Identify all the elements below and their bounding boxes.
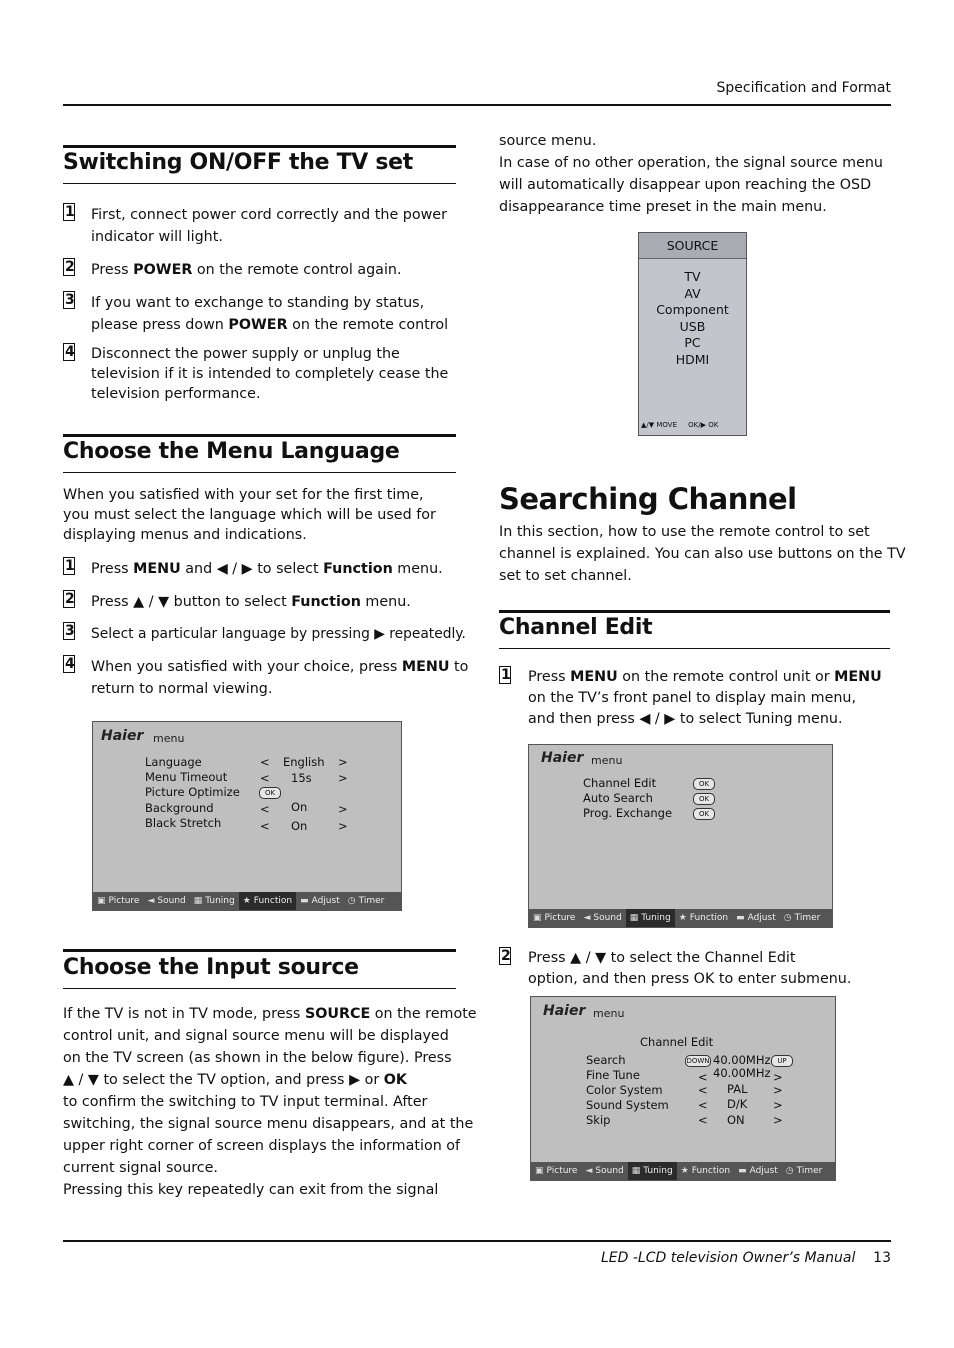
step-text: Select a particular language by pressing ▶ repeatedly. [91, 626, 466, 642]
haier-logo: Haier [101, 728, 144, 744]
menu-label: menu [593, 1007, 625, 1020]
osd-function-menu [92, 721, 402, 911]
grid-icon: ▦ [629, 913, 639, 923]
osd-row-label: Menu Timeout [145, 770, 228, 784]
section-bottom-rule [63, 472, 456, 473]
source-continued: source menu. In case of no other operation, the signal source menu will automatically disappear upon reaching the OSD disappearance time preset in the main menu. [499, 133, 883, 215]
osd-tuning-menu [528, 744, 833, 928]
picture-icon: ▣ [535, 1166, 544, 1176]
step-text: Press MENU on the remote control unit or MENU on the TV’s front panel to display main menu, and then press ◀ / ▶ to select Tuning menu. [528, 669, 882, 727]
step-number: 4 [65, 344, 75, 360]
arrow-up-icon: ▲ [63, 1072, 74, 1088]
arrow-right-icon: ▶ [664, 711, 676, 727]
osd-row-label: Sound System [586, 1098, 669, 1112]
clock-icon: ◷ [783, 913, 792, 923]
section-top-rule [499, 610, 890, 613]
osd-tab-bar [529, 909, 832, 927]
step-text: Press ▲ / ▼ button to select Function menu. [91, 594, 411, 610]
osd-channel-edit-menu [530, 996, 836, 1181]
arrow-down-icon: ▼ [87, 1072, 99, 1088]
osd-row-value: On [291, 819, 308, 833]
osd-row-value: 40.00MHz [713, 1053, 771, 1067]
source-item: Component [656, 302, 729, 317]
clock-icon: ◷ [785, 1166, 794, 1176]
osd-arrow-right: > [773, 1098, 783, 1112]
input-paragraph: If the TV is not in TV mode, press SOURCE on the remote control unit, and signal source menu will be displayed on the TV screen (as shown in the below figure). Press ▲ / ▼ to select the TV option, and press ▶ or OK to confirm the switching to TV input terminal. After switching, the signal source menu disappears, and at the upper right corner of screen displays the information of current signal source. Pressing this key repeatedly can exit from the signal [63, 1006, 477, 1198]
right-icon: /▶ [698, 421, 706, 429]
star-icon: ★ [680, 1166, 689, 1176]
grid-icon: ▦ [631, 1166, 641, 1176]
up-down-icon: ▲/▼ [641, 421, 655, 429]
page-number: 13 [873, 1250, 891, 1266]
section-bottom-rule [63, 988, 456, 989]
source-item: HDMI [675, 351, 710, 367]
arrow-right-icon: ▶ [374, 626, 385, 642]
osd-row-label: Color System [586, 1083, 663, 1097]
picture-icon: ▣ [97, 896, 106, 906]
section-title-language: Choose the Menu Language [63, 439, 400, 464]
language-intro: When you satisfied with your set for the first time, you must select the language which will be used for displaying menus and indications. [63, 487, 436, 543]
source-list [639, 269, 746, 368]
osd-arrow-left: < [698, 1083, 708, 1097]
step-number: 1 [65, 558, 75, 574]
star-icon: ★ [678, 913, 687, 923]
ok-badge: OK [259, 787, 281, 799]
section-bottom-rule [499, 648, 890, 649]
osd-arrow-left: < [260, 755, 270, 769]
osd-arrow-left: < [698, 1070, 708, 1084]
header-rule [63, 104, 891, 106]
tab-sound: ◄ Sound [585, 1166, 624, 1176]
osd-source-menu [638, 232, 747, 436]
arrow-up-icon: ▲ [570, 950, 582, 966]
osd-row-label: Black Stretch [145, 816, 222, 830]
osd-row-label: Auto Search [583, 791, 653, 805]
footer [601, 1250, 891, 1266]
ok-badge: OK [693, 793, 715, 805]
tab-tuning: ▦ Tuning [628, 1162, 677, 1180]
tab-picture: ▣ Picture [533, 913, 576, 923]
tab-picture: ▣ Picture [535, 1166, 578, 1176]
header-title: Specification and Format [716, 80, 891, 96]
osd-tab-bar [93, 892, 401, 910]
step-text: Press MENU and ◀ / ▶ to select Function menu. [91, 561, 443, 577]
speaker-icon: ◄ [583, 913, 591, 923]
arrow-right-icon: ▶ [241, 561, 253, 577]
osd-row-label: Picture Optimize [145, 785, 240, 799]
ok-badge: OK [693, 808, 715, 820]
osd-row-label: Background [145, 801, 214, 815]
haier-logo: Haier [543, 1003, 586, 1019]
osd-arrow-left: < [698, 1098, 708, 1112]
osd-arrow-right: > [773, 1070, 783, 1084]
adjust-icon: ▬ [736, 913, 745, 923]
osd-row-label: Language [145, 755, 202, 769]
adjust-icon: ▬ [738, 1166, 747, 1176]
section-top-rule [63, 434, 456, 437]
step-number: 3 [65, 292, 75, 308]
step-number: 2 [65, 259, 75, 275]
tab-function: ★ Function [239, 892, 296, 910]
step-number: 2 [501, 948, 511, 964]
tab-tuning: ▦ Tuning [626, 909, 675, 927]
up-badge: UP [771, 1055, 793, 1067]
adjust-icon: ▬ [300, 896, 309, 906]
source-footer: ▲/▼ MOVE OK/▶ OK [641, 421, 719, 429]
tab-sound: ◄ Sound [583, 913, 622, 923]
section-top-rule [63, 145, 456, 148]
osd-arrow-left: < [260, 802, 270, 816]
step-number: 2 [65, 591, 75, 607]
osd-arrow-right: > [338, 819, 348, 833]
tab-tuning: ▦ Tuning [193, 896, 235, 906]
star-icon: ★ [242, 896, 251, 906]
step-text: Press ▲ / ▼ to select the Channel Edit option, and then press OK to enter submenu. [528, 950, 852, 987]
osd-row-value: ON [727, 1113, 745, 1127]
osd-arrow-right: > [338, 802, 348, 816]
source-item: PC [684, 335, 701, 350]
arrow-right-icon: ▶ [349, 1072, 361, 1088]
osd-row-value: English [283, 755, 325, 769]
arrow-left-icon: ◀ [639, 711, 651, 727]
step-number: 4 [65, 656, 75, 672]
tab-function: ★ Function [678, 913, 729, 923]
section-title-channel-edit: Channel Edit [499, 615, 653, 640]
osd-row-value: 15s [291, 771, 312, 785]
grid-icon: ▦ [193, 896, 203, 906]
clock-icon: ◷ [347, 896, 356, 906]
menu-label: menu [591, 754, 623, 767]
section-title-switching: Switching ON/OFF the TV set [63, 150, 413, 175]
page-title: Searching Channel [499, 482, 797, 516]
step-text: If you want to exchange to standing by status, please press down POWER on the remote control [91, 295, 449, 333]
speaker-icon: ◄ [147, 896, 155, 906]
section-bottom-rule [63, 183, 456, 184]
haier-logo: Haier [541, 750, 584, 766]
speaker-icon: ◄ [585, 1166, 593, 1176]
osd-row-value: PAL [727, 1082, 748, 1096]
section-title-input: Choose the Input source [63, 955, 359, 980]
arrow-left-icon: ◀ [216, 561, 228, 577]
tab-adjust: ▬ Adjust [736, 913, 776, 923]
osd-arrow-right: > [773, 1083, 783, 1097]
ok-badge: OK [693, 778, 715, 790]
osd-row-label: Fine Tune [586, 1068, 640, 1082]
step-text: When you satisfied with your choice, press MENU to return to normal viewing. [91, 659, 469, 697]
tab-timer: ◷ Timer [785, 1166, 823, 1176]
footer-manual: LED -LCD television Owner’s Manual [600, 1250, 856, 1266]
tab-timer: ◷ Timer [783, 913, 821, 923]
osd-tab-bar [531, 1162, 835, 1180]
osd-arrow-left: < [260, 771, 270, 785]
osd-arrow-left: < [698, 1113, 708, 1127]
osd-arrow-right: > [773, 1113, 783, 1127]
arrow-up-icon: ▲ [133, 594, 145, 610]
source-header: SOURCE [639, 233, 746, 259]
osd-row-label: Search [586, 1053, 626, 1067]
searching-intro: In this section, how to use the remote control to set channel is explained. You can also use buttons on the TV set to set channel. [499, 524, 906, 584]
section-top-rule [63, 949, 456, 952]
step-text: First, connect power cord correctly and the power indicator will light. [91, 207, 447, 245]
tab-adjust: ▬ Adjust [738, 1166, 778, 1176]
osd-row-label: Channel Edit [583, 776, 657, 790]
osd-arrow-right: > [338, 755, 348, 769]
tab-adjust: ▬ Adjust [300, 896, 340, 906]
step-number: 1 [65, 204, 75, 220]
down-badge: DOWN [686, 1057, 710, 1065]
step-text: Press POWER on the remote control again. [91, 262, 402, 278]
source-item: AV [684, 285, 701, 301]
tab-sound: ◄ Sound [147, 896, 186, 906]
osd-row-label: Skip [586, 1113, 611, 1127]
picture-icon: ▣ [533, 913, 542, 923]
step-number: 1 [501, 667, 511, 683]
source-item: TV [684, 269, 701, 284]
osd-arrow-right: > [338, 771, 348, 785]
tab-picture: ▣ Picture [97, 896, 140, 906]
osd-heading: Channel Edit [640, 1035, 714, 1049]
osd-arrow-left: < [260, 819, 270, 833]
step-text: Disconnect the power supply or unplug the television if it is intended to completely cease the television performance. [91, 346, 449, 402]
osd-row-label: Prog. Exchange [583, 806, 673, 820]
arrow-down-icon: ▼ [595, 950, 607, 966]
osd-row-value: D/K [727, 1097, 748, 1111]
osd-row-value: On [291, 800, 308, 814]
source-item: USB [679, 318, 706, 334]
menu-label: menu [153, 732, 185, 745]
osd-row-value: 40.00MHz [713, 1066, 771, 1080]
step-number: 3 [65, 623, 75, 639]
tab-function: ★ Function [680, 1166, 731, 1176]
footer-rule [63, 1240, 891, 1242]
tab-timer: ◷ Timer [347, 896, 385, 906]
arrow-down-icon: ▼ [158, 594, 170, 610]
